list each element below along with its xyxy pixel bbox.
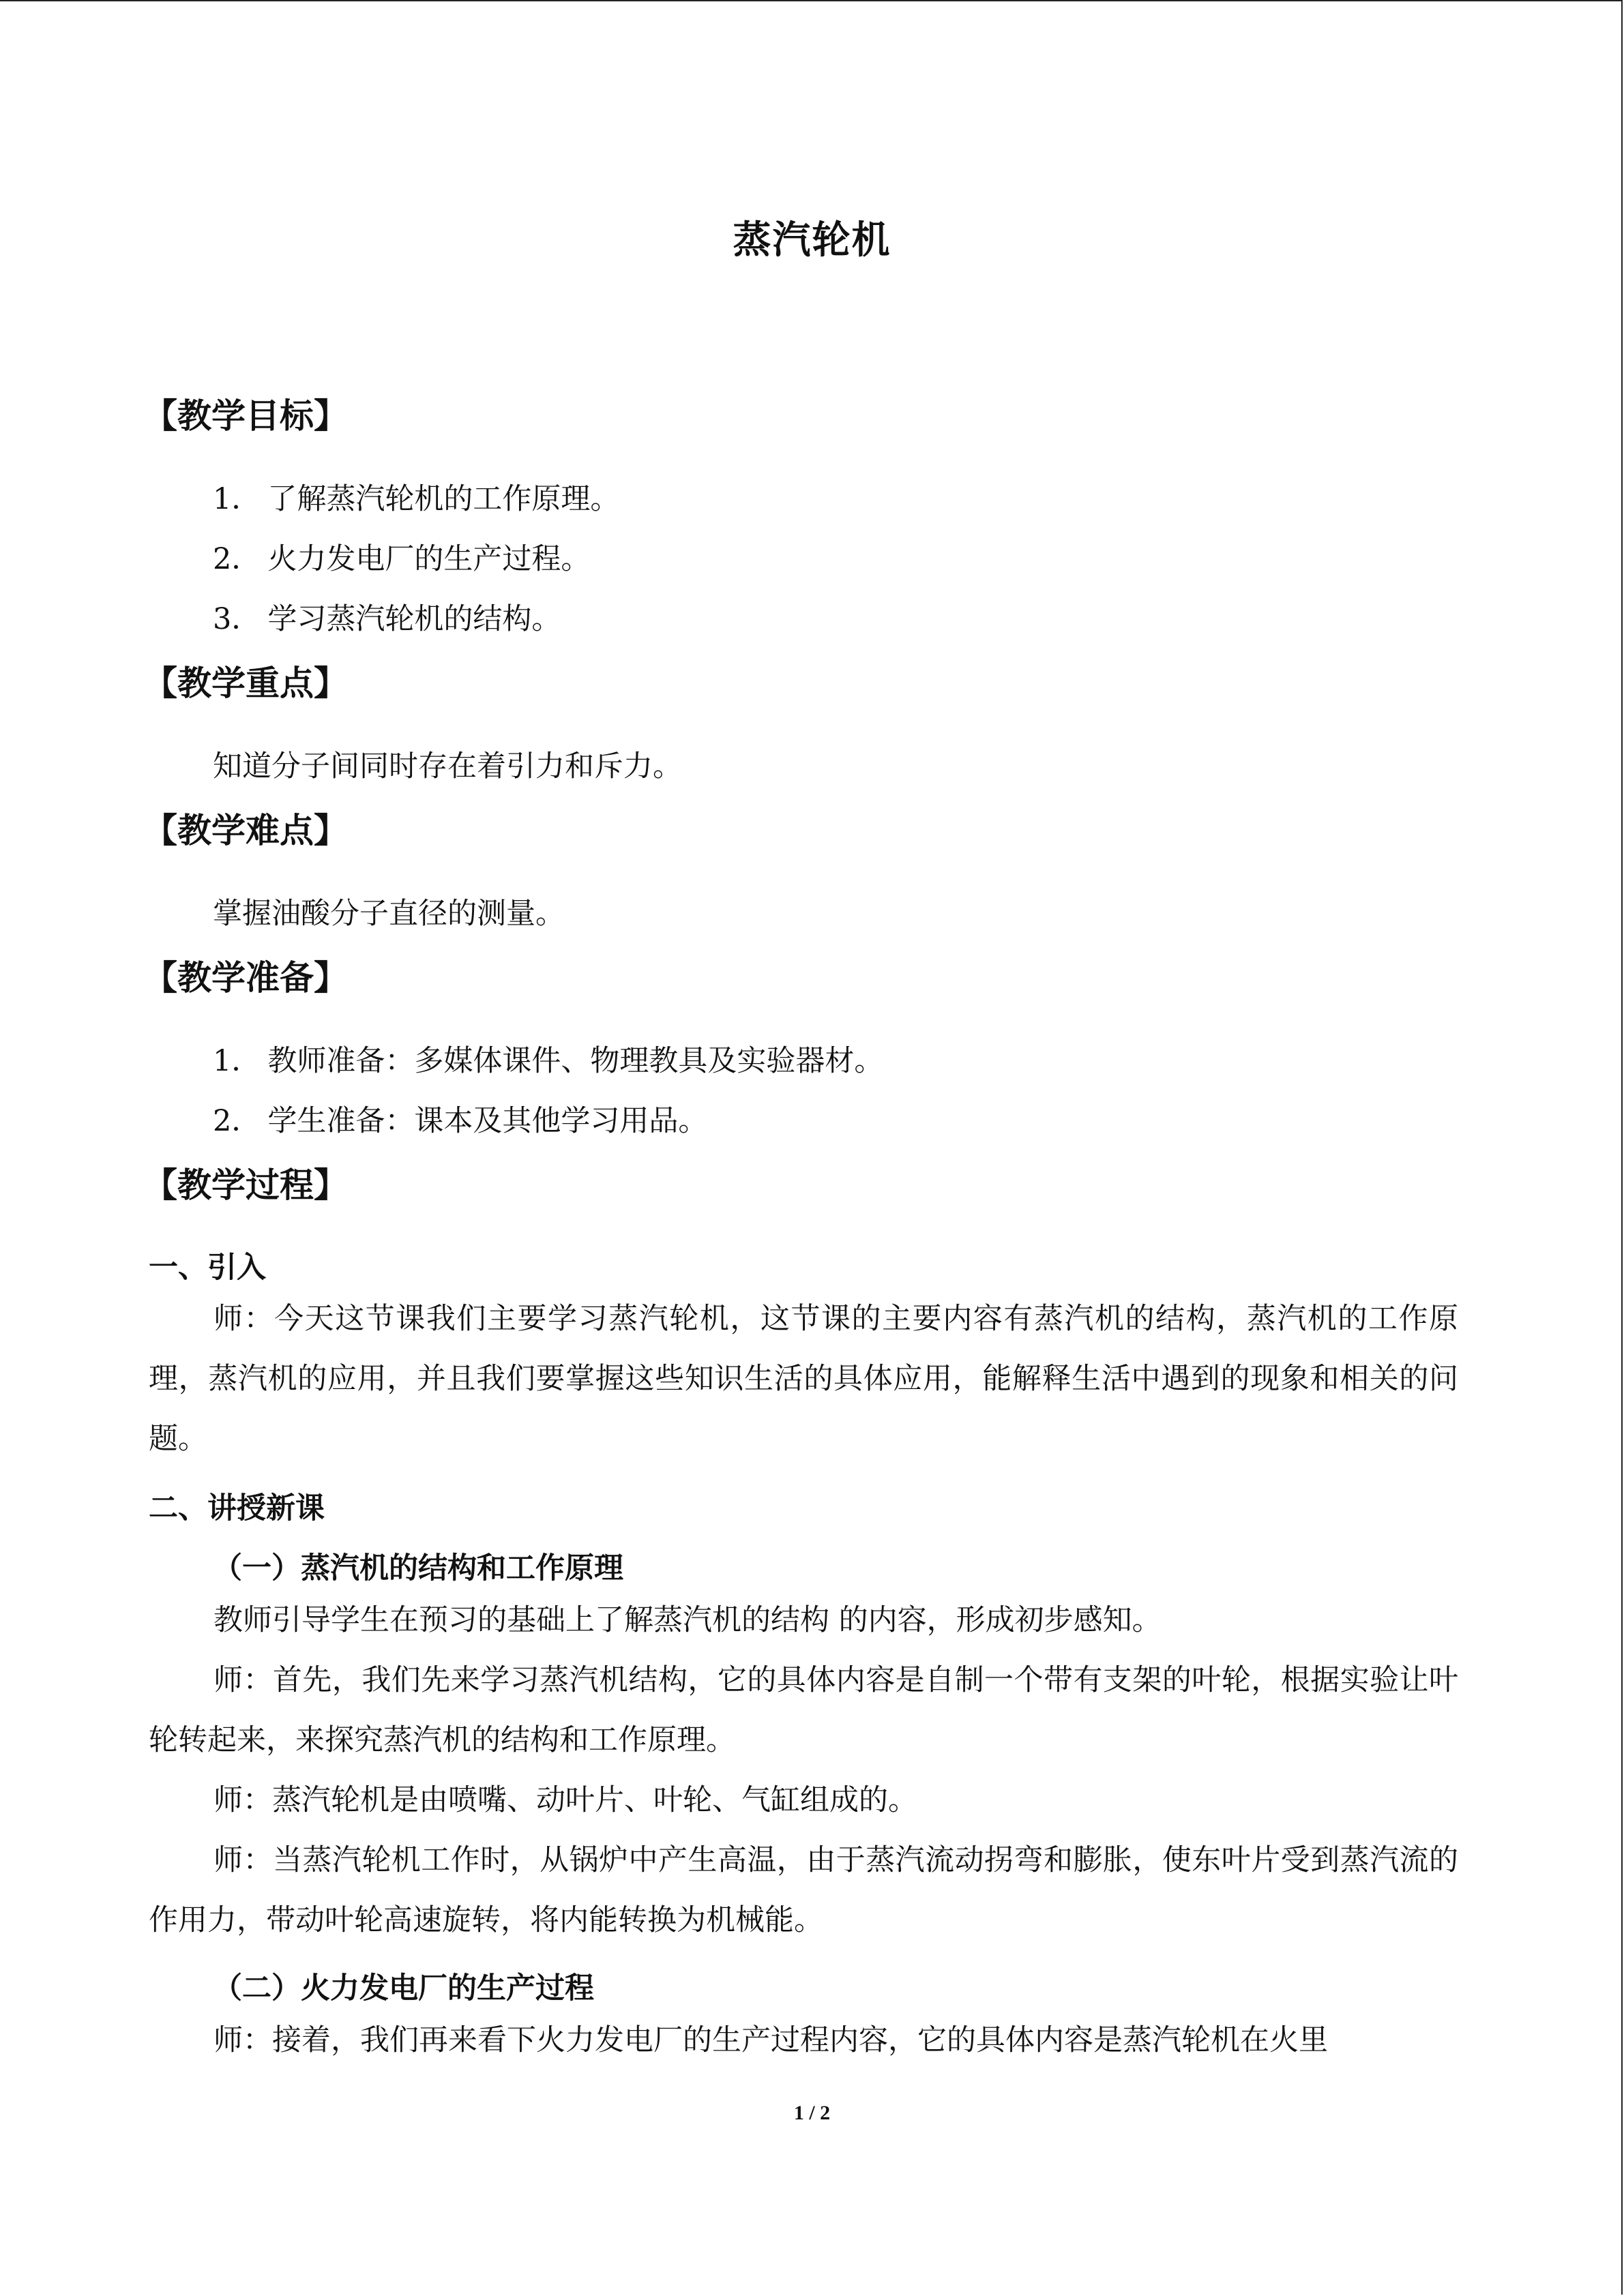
new-lesson-heading: 二、讲授新课	[149, 1491, 325, 1525]
key-points-text: 知道分子间同时存在着引力和斥力。	[213, 749, 682, 784]
part2-heading: （二）火力发电厂的生产过程	[213, 1971, 594, 2006]
preparation-item: 2． 学生准备：课本及其他学习用品。	[213, 1104, 708, 1138]
preparation-item: 1． 教师准备：多媒体课件、物理教具及实验器材。	[213, 1044, 884, 1078]
difficulties-text: 掌握油酸分子直径的测量。	[213, 897, 565, 931]
objective-item: 1． 了解蒸汽轮机的工作原理。	[213, 482, 620, 516]
part1-paragraph: 师：首先，我们先来学习蒸汽机结构，它的具体内容是自制一个带有支架的叶轮，根据实验让叶轮转起来，来探究蒸汽机的结构和工作原理。	[149, 1663, 1458, 1757]
difficulties-heading: 【教学难点】	[143, 811, 348, 850]
objective-item: 3． 学习蒸汽轮机的结构。	[213, 602, 561, 636]
preparation-heading: 【教学准备】	[143, 958, 348, 998]
part1-paragraph: 师：蒸汽轮机是由喷嘴、动叶片、叶轮、气缸组成的。	[213, 1783, 917, 1817]
intro-paragraph: 师：今天这节课我们主要学习蒸汽轮机，这节课的主要内容有蒸汽机的结构，蒸汽机的工作原理，蒸汽机的应用，并且我们要掌握这些知识生活的具体应用，能解释生活中遇到的现象和相关的问题。	[149, 1302, 1458, 1456]
page-number: 1 / 2	[793, 2102, 831, 2124]
objective-item: 2． 火力发电厂的生产过程。	[213, 542, 591, 576]
objectives-heading: 【教学目标】	[143, 396, 348, 436]
document-title: 蒸汽轮机	[733, 218, 891, 263]
key-points-heading: 【教学重点】	[143, 664, 348, 703]
part1-paragraph: 教师引导学生在预习的基础上了解蒸汽机的结构 的内容，形成初步感知。	[213, 1603, 1162, 1637]
part2-paragraph: 师：接着，我们再来看下火力发电厂的生产过程内容，它的具体内容是蒸汽轮机在火里	[213, 2023, 1328, 2057]
process-heading: 【教学过程】	[143, 1165, 348, 1205]
intro-heading: 一、引入	[149, 1251, 266, 1285]
part1-heading: （一）蒸汽机的结构和工作原理	[213, 1551, 623, 1585]
part1-paragraph: 师：当蒸汽轮机工作时，从锅炉中产生高温，由于蒸汽流动拐弯和膨胀，使东叶片受到蒸汽流的作用力，带动叶轮高速旋转，将内能转换为机械能。	[149, 1843, 1458, 1937]
